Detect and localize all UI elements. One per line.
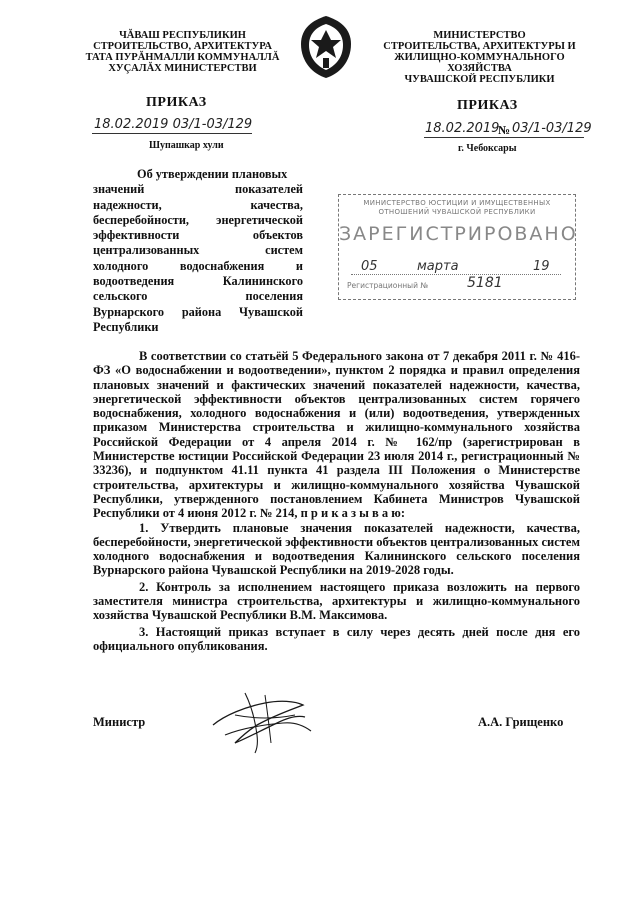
order-label-left: ПРИКАЗ <box>146 95 207 110</box>
city-left: Шупашкар хули <box>149 140 224 151</box>
header-right-line: ЖИЛИЩНО-КОММУНАЛЬНОГО ХОЗЯЙСТВА <box>394 52 565 74</box>
underline <box>424 137 584 138</box>
title-line: централизованных систем <box>93 243 303 258</box>
registration-stamp <box>338 194 576 300</box>
title-line: надежности, качества, <box>93 197 303 212</box>
stamp-registered: ЗАРЕГИСТРИРОВАНО <box>339 223 578 245</box>
header-left-line: СТРОИТЕЛЬСТВО, АРХИТЕКТУРА <box>93 41 272 52</box>
stamp-date-year: 19 <box>533 259 550 274</box>
title-line: бесперебойности, энергетической <box>93 212 303 227</box>
body-paragraph: 3. Настоящий приказ вступает в силу через десять дней после дня его официального опубликования. <box>93 624 580 653</box>
header-right <box>372 30 587 85</box>
body-paragraph: В соответствии со статьёй 5 Федерального закона от 7 декабря 2011 г. № 416-ФЗ «О водоснабжении и водоотведении», пунктом 2 порядка и правил определения плановых значений и фактических значений показателей надежности, качества, энергетической эффективности объектов централизованных систем горячего водоснабжения, холодного водоснабжения и (или) водоотведения, утвержденных приказом Министерства строительства и жилищно-коммунального хозяйства Российской Федерации от 4 апреля 2014 г. № 162/пр (зарегистрирован в Министерстве юстиции Российской Федерации 23 июля 2014 г., регистрационный № 33236), и подпунктом 41.11 пункта 41 раздела III Положения о Министерстве строительства, архитектуры и жилищно-коммунального хозяйства Чувашской Республики, утвержденного постановлением Кабинета Министров Чувашской Республики от 4 июня 2012 г. № 214, п р и к а з ы в а ю: <box>93 349 580 521</box>
title-line: Республики <box>93 319 159 334</box>
stamp-date-month: марта <box>417 259 459 274</box>
number-sign: № <box>498 123 511 137</box>
underline <box>92 133 252 134</box>
stamp-org-line: ОТНОШЕНИЙ ЧУВАШСКОЙ РЕСПУБЛИКИ <box>378 208 536 216</box>
order-date-number-left: 18.02.2019 03/1-03/129 <box>94 117 253 132</box>
header-left-line: ХУÇАЛĂХ МИНИСТЕРСТВИ <box>108 63 257 74</box>
document-body <box>93 349 580 653</box>
stamp-reg-label: Регистрационный № <box>347 281 429 290</box>
stamp-date-day: 05 <box>361 259 378 274</box>
header-left-line: ЧĂВАШ РЕСПУБЛИКИН <box>119 30 246 41</box>
body-paragraph: 2. Контроль за исполнением настоящего приказа возложить на первого заместителя министра строительства, архитектуры и жилищно-коммунального хозяйства Чувашской Республики В.М. Максимова. <box>93 579 580 623</box>
stamp-reg-row <box>347 275 567 291</box>
stamp-reg-number: 5181 <box>467 275 503 291</box>
order-number-right: 03/1-03/129 <box>512 121 592 136</box>
header-left-line: ТАТА ПУРĂНМАЛЛИ КОММУНАЛЛĂ <box>85 52 280 63</box>
city-right: г. Чебоксары <box>458 143 517 154</box>
title-line: сельского поселения <box>93 289 303 304</box>
stamp-org-line: МИНИСТЕРСТВО ЮСТИЦИИ И ИМУЩЕСТВЕННЫХ <box>363 199 551 207</box>
signatory-position: Министр <box>93 715 146 729</box>
header-right-line: СТРОИТЕЛЬСТВА, АРХИТЕКТУРЫ И <box>383 41 576 52</box>
header-right-line: ЧУВАШСКОЙ РЕСПУБЛИКИ <box>404 74 555 85</box>
title-line: Вурнарского района Чувашской <box>93 304 303 319</box>
order-date-right: 18.02.2019 <box>425 121 500 136</box>
document-title <box>93 167 303 335</box>
title-line: водоотведения Калининского <box>93 274 303 289</box>
emblem-icon <box>297 14 355 80</box>
body-paragraph: 1. Утвердить плановые значения показателей надежности, качества, бесперебойности, энергетической эффективности объектов централизованных систем холодного водоснабжения и водоотведения Калининского сельского поселения Вурнарского района Чувашской Республики на 2019-2028 годы. <box>93 520 580 578</box>
stamp-date-line <box>351 274 561 275</box>
title-line: Об утверждении плановых <box>137 167 288 181</box>
title-line: эффективности объектов <box>93 228 303 243</box>
title-line: холодного водоснабжения и <box>93 258 303 273</box>
header-left <box>70 30 295 74</box>
order-label-right: ПРИКАЗ <box>457 98 518 113</box>
header-right-line: МИНИСТЕРСТВО <box>433 30 526 41</box>
title-line: значений показателей <box>93 182 303 197</box>
signatory-name: А.А. Грищенко <box>478 715 564 729</box>
handwritten-signature <box>205 685 320 755</box>
